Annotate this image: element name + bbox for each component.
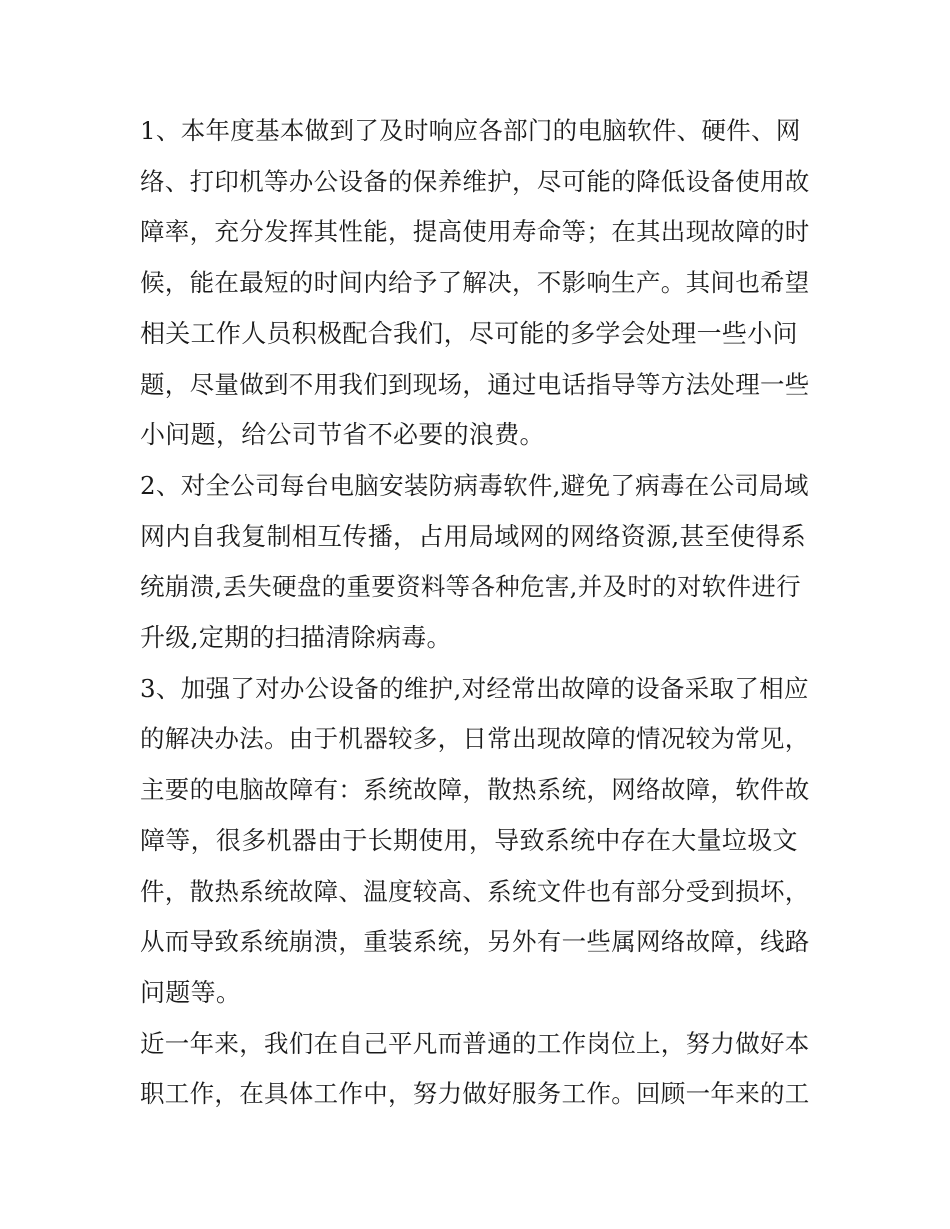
text-line: 障等，很多机器由于长期使用，导致系统中存在大量垃圾文: [140, 825, 798, 855]
text-line: 网内自我复制相互传播，占用局域网的网络资源,甚至使得系: [140, 521, 807, 551]
text-line: 1、本年度基本做到了及时响应各部门的电脑软件、硬件、网: [140, 116, 801, 145]
text-line: 题，尽量做到不用我们到现场，通过电话指导等方法处理一些: [140, 369, 810, 399]
text-line: 3、加强了对办公设备的维护,对经常出故障的设备采取了相应: [140, 673, 809, 703]
text-line: 主要的电脑故障有：系统故障，散热系统，网络故障，软件故: [140, 775, 810, 805]
paragraph-2: [140, 461, 812, 664]
paragraph-3: [140, 664, 812, 1019]
text-line: 络、打印机等办公设备的保养维护，尽可能的降低设备使用故: [140, 166, 810, 196]
text-line: 障率，充分发挥其性能，提高使用寿命等；在其出现故障的时: [140, 217, 810, 247]
text-line: 升级,定期的扫描清除病毒。: [140, 623, 452, 653]
paragraph-4: [140, 1019, 812, 1120]
text-line: 的解决办法。由于机器较多，日常出现故障的情况较为常见，: [140, 724, 810, 754]
text-line: 相关工作人员积极配合我们，尽可能的多学会处理一些小问: [140, 318, 798, 348]
text-line: 件，散热系统故障、温度较高、系统文件也有部分受到损坏，: [140, 876, 810, 906]
text-line: 职工作，在具体工作中，努力做好服务工作。回顾一年来的工: [140, 1079, 810, 1109]
text-line: 候，能在最短的时间内给予了解决，不影响生产。其间也希望: [140, 268, 810, 298]
text-line: 从而导致系统崩溃，重装系统，另外有一些属网络故障，线路: [140, 927, 810, 957]
text-line: 近一年来，我们在自己平凡而普通的工作岗位上，努力做好本: [140, 1028, 810, 1058]
text-line: 小问题，给公司节省不必要的浪费。: [140, 420, 545, 450]
text-line: 2、对全公司每台电脑安装防病毒软件,避免了病毒在公司局域: [140, 470, 809, 500]
text-line: 问题等。: [140, 977, 242, 1007]
paragraph-1: [140, 106, 812, 461]
document-body: [140, 106, 812, 1120]
text-line: 统崩溃,丢失硬盘的重要资料等各种危害,并及时的对软件进行: [140, 572, 801, 602]
